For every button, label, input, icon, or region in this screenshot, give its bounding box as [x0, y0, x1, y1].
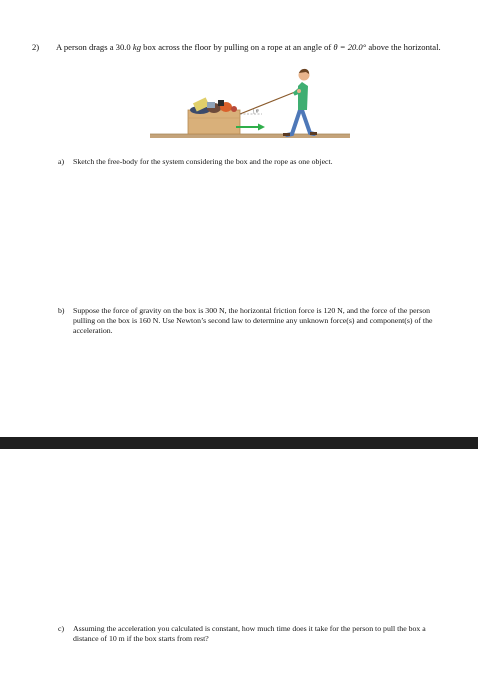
part-a: [58, 157, 448, 167]
question-text: A person drags a 30.0 kg box across the floor by pulling on a rope at an angle of θ = 20.0° above the horizontal.: [56, 42, 441, 52]
part-a-label: a): [58, 157, 65, 166]
part-c-label: c): [58, 624, 65, 633]
box-drag-illustration: [150, 64, 350, 144]
part-b-text: Suppose the force of gravity on the box is 300 N, the horizontal friction force is 120 N, and the force of the person pulling on the box is 160 N. Use Newton’s second law to determine any unknown force(s) and component(s) of the acceleration.: [73, 306, 433, 335]
question-2: [32, 42, 448, 53]
part-c: [58, 624, 438, 644]
part-b-label: b): [58, 306, 65, 315]
part-b: [58, 306, 438, 336]
mass-unit: kg: [132, 42, 141, 52]
angle-expression: θ = 20.0°: [333, 42, 367, 52]
person-pulling: [283, 69, 317, 136]
question-number: 2): [32, 42, 40, 52]
part-c-text: Assuming the acceleration you calculated is constant, how much time does it take for the person to pull the box a distance of 10 m if the box starts from rest?: [73, 624, 426, 643]
rope: [240, 90, 300, 114]
angle-label: θ: [256, 109, 259, 115]
part-a-text: Sketch the free-body for the system considering the box and the rope as one object.: [73, 157, 333, 166]
page-divider-bar: [0, 437, 478, 449]
floor: [150, 134, 350, 138]
